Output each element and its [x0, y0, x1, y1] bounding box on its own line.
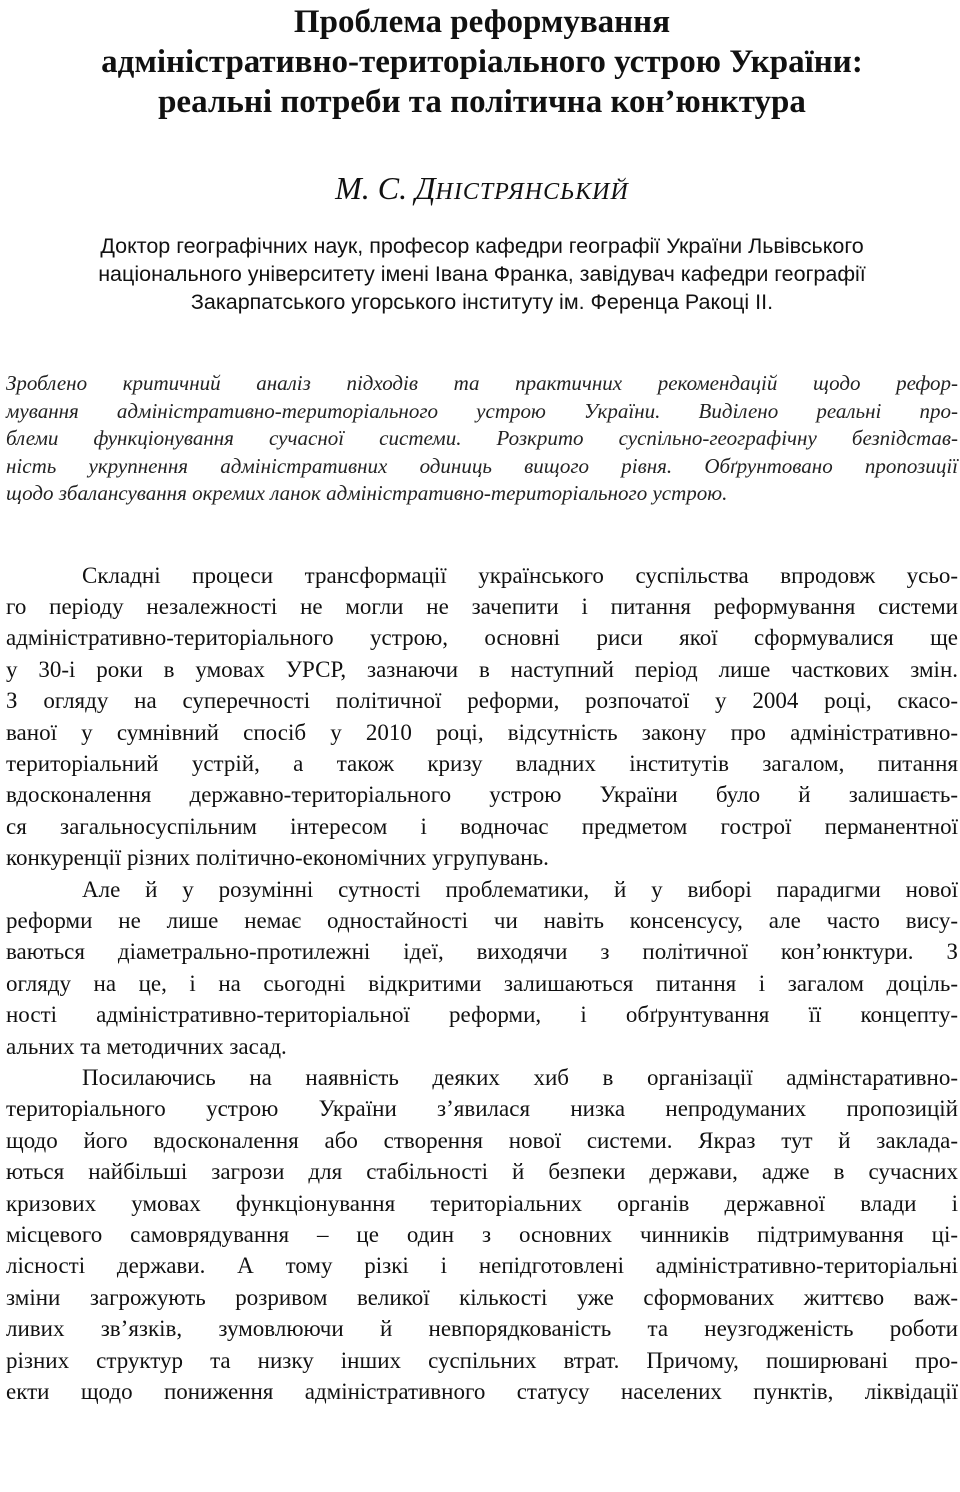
article-title	[6, 2, 958, 122]
affiliation-line: Закарпатського угорського інституту ім. Ференца Ракоці ІІ.	[190, 290, 774, 314]
author-affiliation	[6, 232, 958, 316]
body-line: щодо його вдосконалення або створення нової системи. Якраз тут й заклада-	[6, 1127, 958, 1153]
abstract	[6, 370, 958, 508]
body-line: альних та методичних засад.	[6, 1033, 287, 1059]
author-surname-rest: НІСТРЯНСЬКИЙ	[435, 179, 629, 205]
body-line: кризових умовах функціонування територіальних органів державної влади і	[6, 1190, 958, 1216]
body-line: Посилаючись на наявність деяких хиб в організації адмінстаративно-	[82, 1065, 958, 1090]
body-line: територіального устрою України з’явилася низка непродуманих пропозицій	[6, 1096, 958, 1122]
title-line: реальні потреби та політична кон’юнктура	[158, 84, 806, 120]
body-line: ваної у сумнівний спосіб у 2010 році, відсутність закону про адміністративно-	[6, 719, 958, 745]
body-line: ваються діаметрально-протилежні ідеї, виходячи з політичної кон’юнктури. З	[6, 939, 958, 965]
body-line: екти щодо пониження адміністративного статусу населених пунктів, ліквідації	[6, 1379, 958, 1405]
body-line: огляду на це, і на сьогодні відкритими залишаються питання і загалом доціль-	[6, 970, 958, 996]
abstract-line: блеми функціонування сучасної системи. Розкрито суспільно-географічну безпідстав-	[6, 426, 958, 450]
body-line: ності адміністративно-територіальної реформи, і обґрунтування її концепту-	[6, 1002, 958, 1028]
body-line: ся загальносуспільним інтересом і водночас предметом гострої перманентної	[6, 813, 958, 839]
body-line: З огляду на суперечності політичної реформи, розпочатої у 2004 році, скасо-	[6, 688, 958, 714]
body-line: місцевого самоврядування – це один з основних чинників підтримування ці-	[6, 1222, 958, 1248]
author-initials: М. С.	[335, 170, 416, 206]
abstract-line: щодо збалансування окремих ланок адміністративно-територіального устрою.	[6, 481, 728, 505]
body-line: ливих зв’язків, зумовлюючи й невпорядкованість та неузгодженість роботи	[6, 1316, 958, 1342]
title-line: Проблема реформування	[293, 4, 671, 40]
author-surname-initial: Д	[415, 170, 436, 206]
body-line: Складні процеси трансформації українського суспільства впродовж усьо-	[82, 562, 958, 588]
article-page	[6, 0, 958, 1407]
body-line: конкуренції різних політично-економічних угрупувань.	[6, 845, 549, 871]
body-line: ються найбільші загрози для стабільності й безпеки держави, адже в сучасних	[6, 1159, 958, 1185]
body-line: реформи не лише немає одностайності чи навіть консенсусу, але часто вису-	[6, 907, 958, 933]
body-line: го періоду незалежності не могли не зачепити і питання реформування системи	[6, 593, 958, 619]
body-line: у 30-і роки в умовах УРСР, зазнаючи в наступний період лише часткових змін.	[6, 656, 958, 682]
body-line: різних структур та низку інших суспільних втрат. Причому, поширювані про-	[6, 1347, 958, 1373]
body-text	[6, 560, 958, 1408]
affiliation-line: національного університету імені Івана Франка, завідувач кафедри географії	[98, 262, 866, 286]
affiliation-line: Доктор географічних наук, професор кафедри географії України Львівського	[100, 234, 864, 258]
abstract-line: ність укрупнення адміністративних одиниць вищого рівня. Обґрунтовано пропозиції	[6, 453, 958, 478]
abstract-line: Зроблено критичний аналіз підходів та практичних рекомендацій щодо рефор-	[6, 371, 958, 395]
body-line: зміни загрожують розривом великої кількості уже сформованих життєво важ-	[6, 1284, 958, 1310]
body-line: Але й у розумінні сутності проблематики, й у виборі парадигми нової	[82, 876, 958, 902]
body-line: вдосконалення державно-територіального устрою України було й залишаєть-	[6, 782, 958, 808]
abstract-line: мування адміністративно-територіального устрою України. Виділено реальні про-	[6, 398, 958, 423]
body-line: територіальний устрій, а також кризу владних інститутів загалом, питання	[6, 750, 958, 776]
author-name	[6, 170, 958, 210]
body-line: лісності держави. А тому різкі і непідготовлені адміністративно-територіальні	[6, 1253, 958, 1279]
title-line: адміністративно-територіального устрою України:	[101, 44, 863, 80]
body-line: адміністративно-територіального устрою, основні риси якої сформувалися ще	[6, 625, 958, 651]
